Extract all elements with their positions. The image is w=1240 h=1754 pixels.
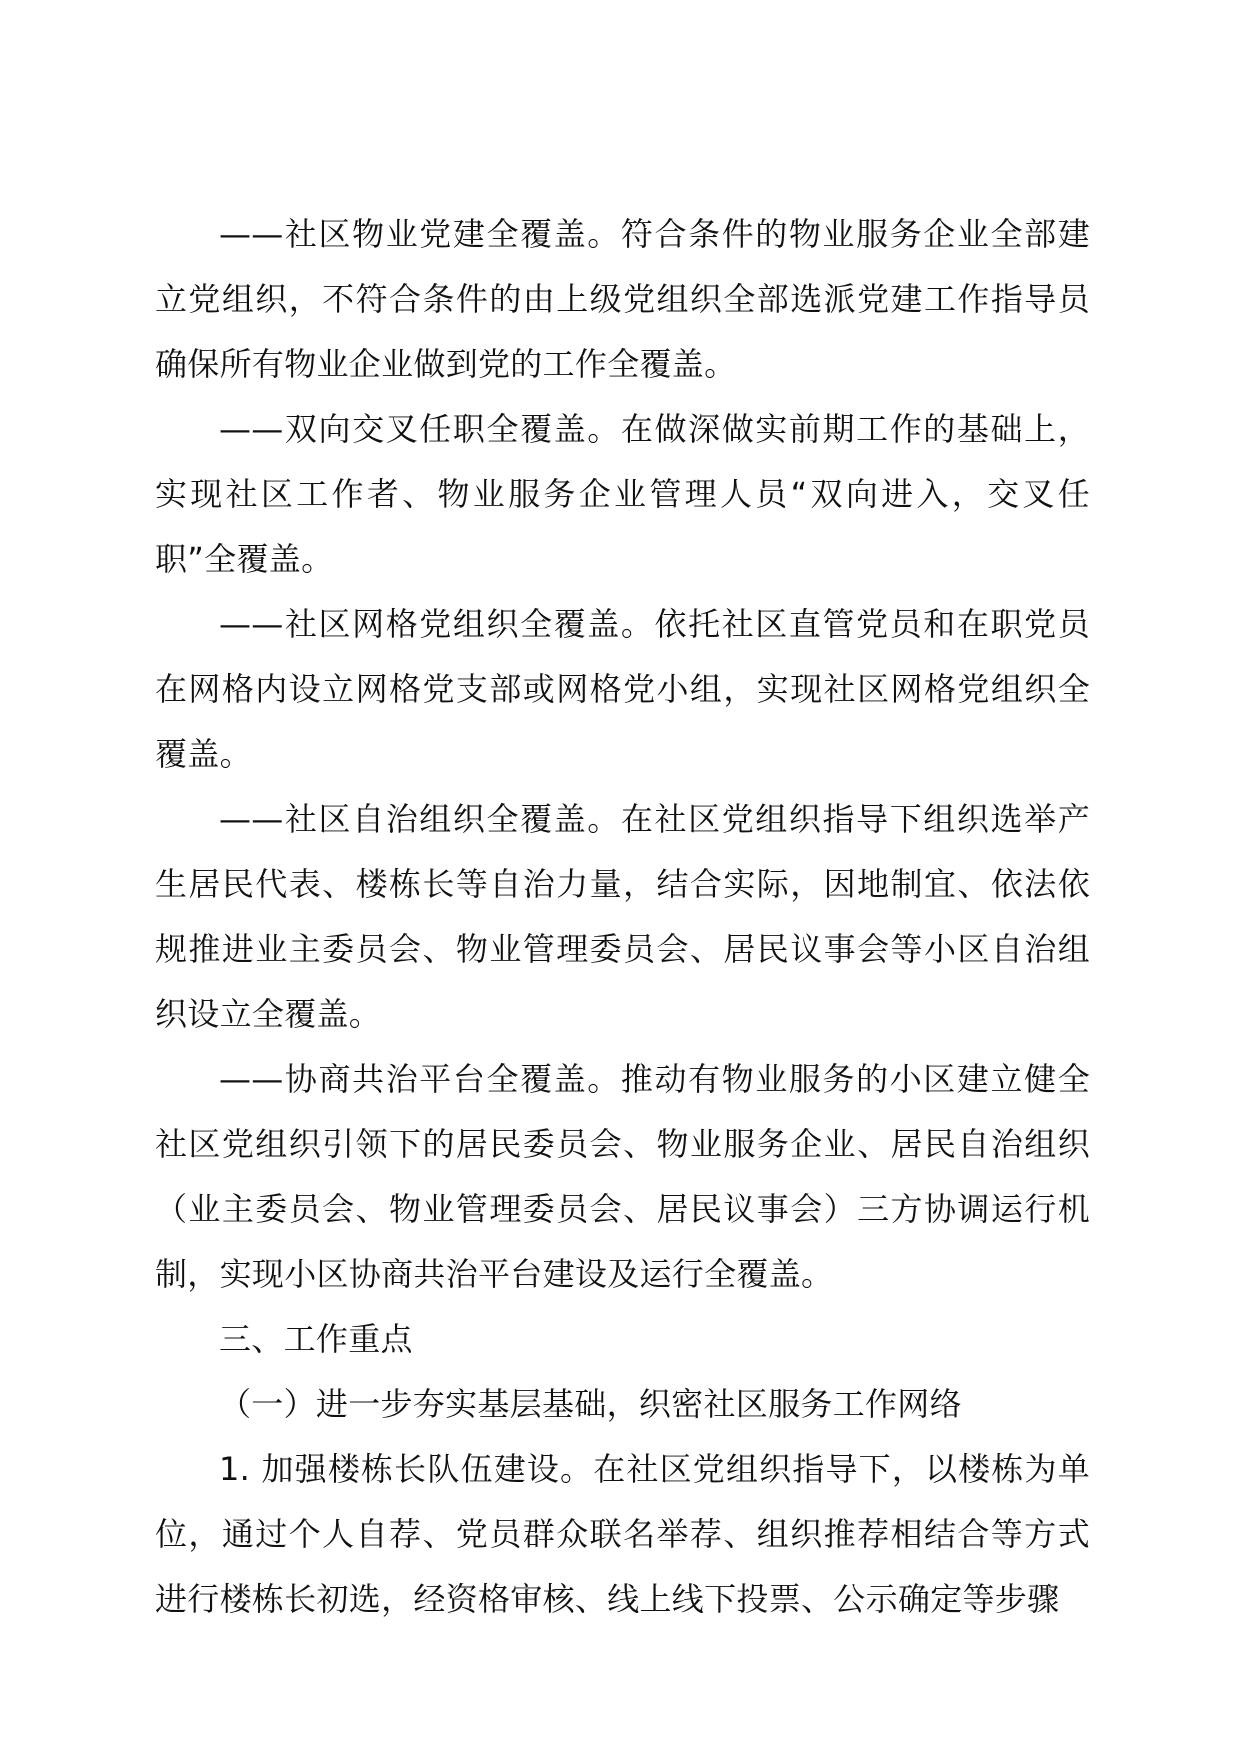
paragraph-self-governance: ——社区自治组织全覆盖。在社区党组织指导下组织选举产生居民代表、楼栋长等自治力量，结合实际，因地制宜、依法依规推进业主委员会、物业管理委员会、居民议事会等小区自治组织设立全覆盖。: [155, 800, 1090, 1033]
section-heading-work-focus: 三、工作重点: [219, 1320, 413, 1358]
paragraph-cross-appointment: ——双向交叉任职全覆盖。在做深做实前期工作的基础上，实现社区工作者、物业服务企业管理人员“双向进入，交叉任职”全覆盖。: [155, 410, 1090, 578]
paragraph-grid-party-organization: ——社区网格党组织全覆盖。依托社区直管党员和在职党员在网格内设立网格党支部或网格党小组，实现社区网格党组织全覆盖。: [155, 605, 1090, 773]
subsection-heading-one: （一）进一步夯实基层基础，织密社区服务工作网络: [219, 1385, 962, 1423]
paragraph-building-leader: 1. 加强楼栋长队伍建设。在社区党组织指导下，以楼栋为单位，通过个人自荐、党员群众联名举荐、组织推荐相结合等方式进行楼栋长初选，经资格审核、线上线下投票、公示确定等步骤: [155, 1450, 1090, 1618]
document-body: [155, 202, 1090, 1632]
paragraph-property-party-building: ——社区物业党建全覆盖。符合条件的物业服务企业全部建立党组织，不符合条件的由上级党组织全部选派党建工作指导员确保所有物业企业做到党的工作全覆盖。: [155, 215, 1090, 383]
paragraph-co-governance-platform: ——协商共治平台全覆盖。推动有物业服务的小区建立健全社区党组织引领下的居民委员会、物业服务企业、居民自治组织（业主委员会、物业管理委员会、居民议事会）三方协调运行机制，实现小区协商共治平台建设及运行全覆盖。: [155, 1060, 1090, 1293]
